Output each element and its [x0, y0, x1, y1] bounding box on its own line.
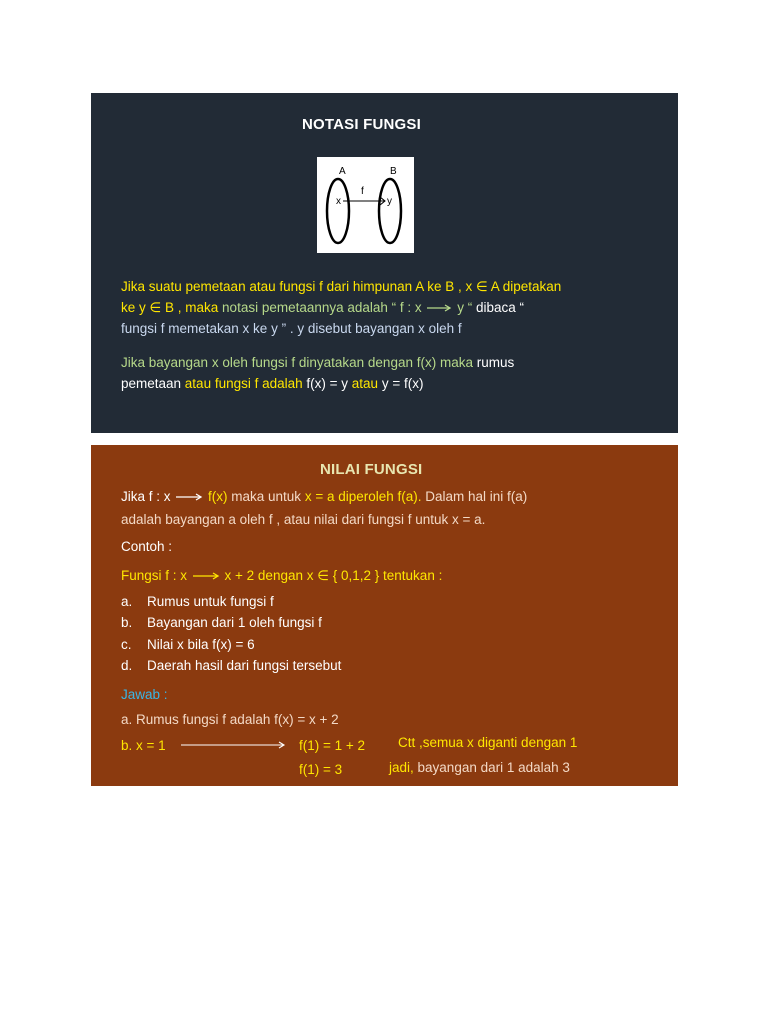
item-key: a.: [121, 594, 133, 609]
slide-title: NILAI FUNGSI: [320, 461, 423, 478]
formula-part: atau fungsi f adalah: [184, 376, 307, 391]
formula-part: atau: [351, 376, 382, 391]
answer-b-step-2: f(1) = 3: [299, 762, 343, 777]
definition-part: y “: [453, 300, 476, 315]
diagram-func-f: f: [361, 186, 364, 197]
set-a-ellipse: [327, 179, 349, 243]
mapping-diagram: [317, 157, 414, 253]
item-key: b.: [121, 615, 133, 630]
answer-b: b. x = 1: [121, 738, 166, 753]
item-key: c.: [121, 637, 132, 652]
arrow-icon: [174, 492, 204, 502]
definition-part: notasi pemetaannya adalah “ f : x: [222, 300, 426, 315]
slide-title: NOTASI FUNGSI: [302, 116, 421, 133]
slide-nilai-fungsi: [91, 445, 678, 786]
intro-line-2: adalah bayangan a oleh f , atau nilai dari fungsi f untuk x = a.: [121, 512, 486, 527]
intro-part: maka untuk: [231, 489, 305, 504]
soal-part: Fungsi f : x: [121, 568, 191, 583]
item-text: Nilai x bila f(x) = 6: [147, 637, 255, 652]
arrow-icon: [425, 303, 453, 313]
formula-part: Jika bayangan x oleh fungsi f dinyatakan dengan f(x) maka: [121, 355, 477, 370]
intro-part: f(x): [204, 489, 232, 504]
formula-line-2: [121, 375, 423, 393]
contoh-label: Contoh :: [121, 539, 173, 554]
definition-part: ke y ∈ B , maka: [121, 300, 223, 315]
intro-part: Dalam hal ini f(a): [425, 489, 528, 504]
definition-line-1: Jika suatu pemetaan atau fungsi f dari himpunan A ke B , x ∈ A dipetakan: [121, 279, 562, 294]
intro-part: Jika f : x: [121, 489, 175, 504]
question-item-d: [121, 658, 341, 673]
soal-part: x + 2 dengan x ∈ { 0,1,2 } tentukan :: [220, 568, 443, 583]
answer-arrow-icon: [179, 740, 287, 750]
answer-b-step-1: f(1) = 1 + 2: [299, 738, 366, 753]
question-item-b: [121, 615, 322, 630]
diagram-elem-x: x: [336, 196, 341, 207]
soal-line: [121, 567, 442, 585]
jawab-label: Jawab :: [121, 687, 168, 702]
arrow-icon: [191, 571, 221, 581]
definition-line-2: [121, 299, 524, 317]
diagram-label-a: A: [339, 166, 346, 177]
formula-line-1: [121, 354, 514, 372]
diagram-label-b: B: [390, 166, 397, 177]
note-part: bayangan dari 1 adalah 3: [417, 760, 570, 775]
question-item-a: [121, 594, 274, 609]
mapping-diagram-svg: [317, 157, 414, 253]
definition-line-3: fungsi f memetakan x ke y ” . y disebut bayangan x oleh f: [121, 321, 462, 336]
definition-part: dibaca “: [475, 300, 524, 315]
item-text: Daerah hasil dari fungsi tersebut: [147, 658, 342, 673]
question-item-c: [121, 637, 255, 652]
set-b-ellipse: [379, 179, 401, 243]
note-line-1: Ctt ,semua x diganti dengan 1: [398, 735, 578, 750]
formula-part: y = f(x): [381, 376, 424, 391]
intro-line-1: [121, 488, 527, 506]
note-line-2: [389, 759, 570, 777]
item-text: Rumus untuk fungsi f: [147, 594, 274, 609]
diagram-elem-y: y: [387, 196, 392, 207]
slide-notasi-fungsi: [91, 93, 678, 433]
formula-part: rumus: [476, 355, 515, 370]
item-key: d.: [121, 658, 133, 673]
formula-part: pemetaan: [121, 376, 185, 391]
note-part: jadi,: [389, 760, 418, 775]
intro-part: x = a diperoleh f(a).: [304, 489, 426, 504]
formula-part: f(x) = y: [306, 376, 352, 391]
answer-a: a. Rumus fungsi f adalah f(x) = x + 2: [121, 712, 339, 727]
item-text: Bayangan dari 1 oleh fungsi f: [147, 615, 322, 630]
